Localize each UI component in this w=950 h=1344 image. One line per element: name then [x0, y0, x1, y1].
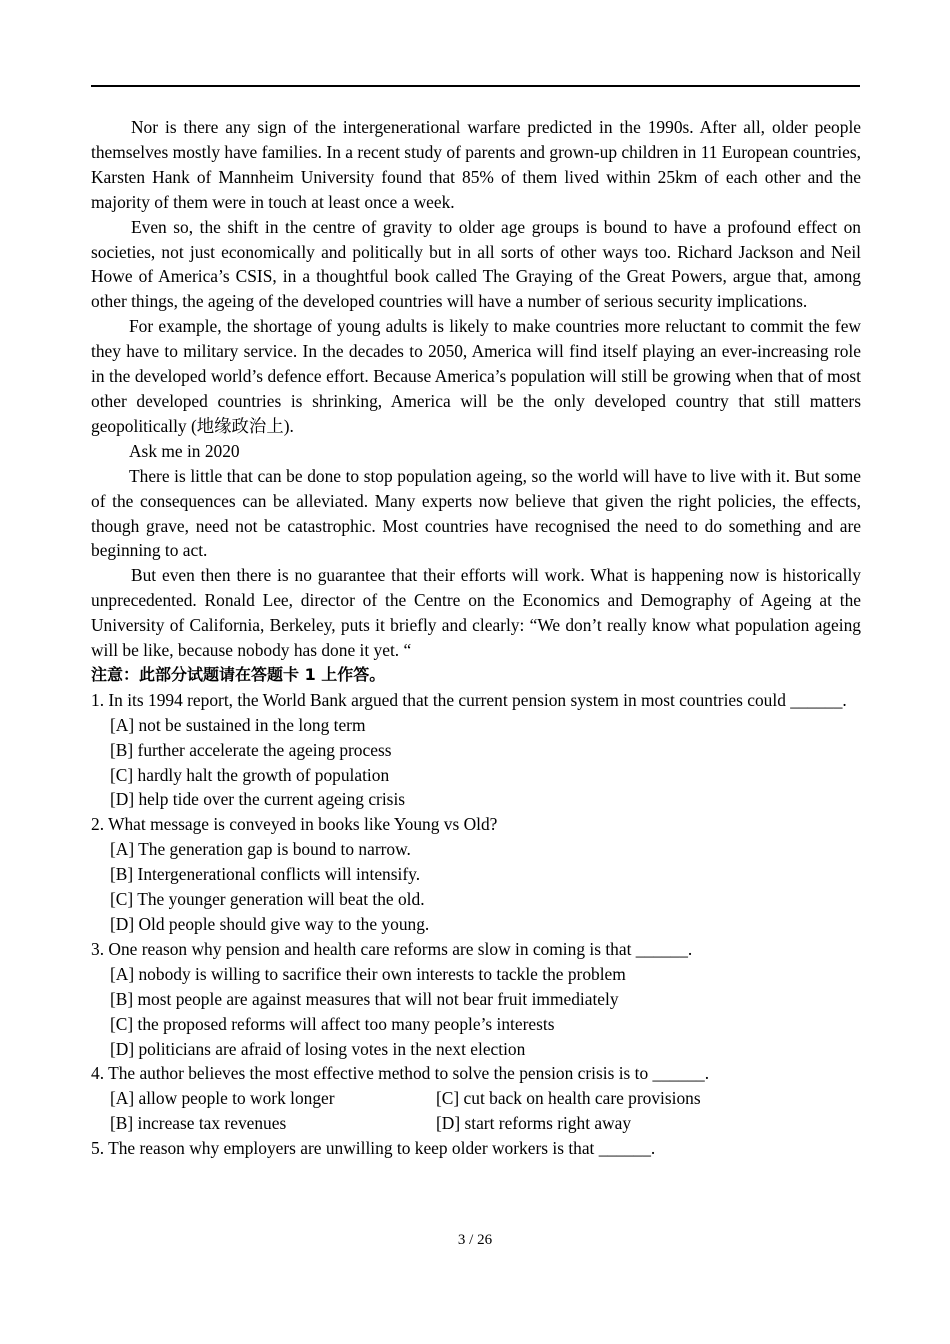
paragraph: There is little that can be done to stop population ageing, so the world will have to live with it. But some of the consequences can be alleviated. Many experts now believe that given the right policies, the effects, though grave, need not be catastrophic. Most countries have recognised the need to do something and are beginning to act. [91, 465, 861, 561]
question-5: 5. The reason why employers are unwilling to keep older workers is that ______. [91, 1138, 656, 1159]
option: [D] help tide over the current ageing crisis [110, 789, 406, 810]
section-heading: Ask me in 2020 [129, 440, 240, 461]
option: [A] allow people to work longer [110, 1088, 335, 1109]
option: [B] most people are against measures that will not bear fruit immediately [110, 988, 619, 1009]
question-3: 3. One reason why pension and health care reforms are slow in coming is that ______. [91, 938, 693, 959]
option: [B] increase tax revenues [110, 1113, 287, 1134]
option: [D] politicians are afraid of losing votes in the next election [110, 1038, 526, 1059]
option-row [91, 1111, 861, 1136]
paragraph: But even then there is no guarantee that their efforts will work. What is happening now is historically unprecedented. Ronald Lee, director of the Centre on the Economics and Demography of Ageing at the University of California, Berkeley, puts it briefly and clearly: “We don’t really know what population ageing will be like, because nobody has done it yet. “ [91, 565, 861, 661]
option: [A] The generation gap is bound to narrow. [110, 839, 411, 860]
option: [B] Intergenerational conflicts will intensify. [110, 864, 421, 885]
answer-sheet-notice: 注意：此部分试题请在答题卡 1 上作答。 [91, 664, 386, 684]
option: [A] nobody is willing to sacrifice their own interests to tackle the problem [110, 963, 626, 984]
paragraph: For example, the shortage of young adults is likely to make countries more reluctant to commit the few they have to military service. In the decades to 2050, America will find itself playing an ever-increasing role in the developed world’s defence effort. Because America’s population will still be growing when that of most other developed countries is shrinking, America will be the only developed country that still matters geopolitically (地缘政治上). [91, 316, 861, 436]
page-content [91, 115, 861, 1161]
option: [C] cut back on health care provisions [436, 1088, 701, 1109]
option: [C] hardly halt the growth of population [110, 764, 390, 785]
option: [A] not be sustained in the long term [110, 714, 366, 735]
page-number: 3 / 26 [457, 1232, 493, 1248]
question-1: 1. In its 1994 report, the World Bank argued that the current pension system in most countries could ______. [91, 689, 847, 710]
paragraph: Even so, the shift in the centre of gravity to older age groups is bound to have a profound effect on societies, not just economically and politically but in all sorts of other ways too. Richard Jackson and Neil Howe of America’s CSIS, in a thoughtful book called The Graying of the Great Powers, argue that, among other things, the ageing of the developed countries will have a number of serious security implications. [91, 216, 861, 312]
header-rule [91, 85, 860, 87]
option: [C] the proposed reforms will affect too many people’s interests [110, 1013, 555, 1034]
option-row [91, 1086, 861, 1111]
option: [D] start reforms right away [436, 1113, 632, 1134]
option: [B] further accelerate the ageing process [110, 739, 392, 760]
question-4: 4. The author believes the most effective method to solve the pension crisis is to ______. [91, 1063, 710, 1084]
option: [D] Old people should give way to the young. [110, 914, 430, 934]
paragraph: Nor is there any sign of the intergenerational warfare predicted in the 1990s. After all, older people themselves mostly have families. In a recent study of parents and grown-up children in 11 European countries, Karsten Hank of Mannheim University found that 85% of them lived within 25km of each other and the majority of them were in touch at least once a week. [91, 117, 861, 212]
option: [C] The younger generation will beat the old. [110, 889, 425, 910]
question-2: 2. What message is conveyed in books like Young vs Old? [91, 814, 498, 835]
